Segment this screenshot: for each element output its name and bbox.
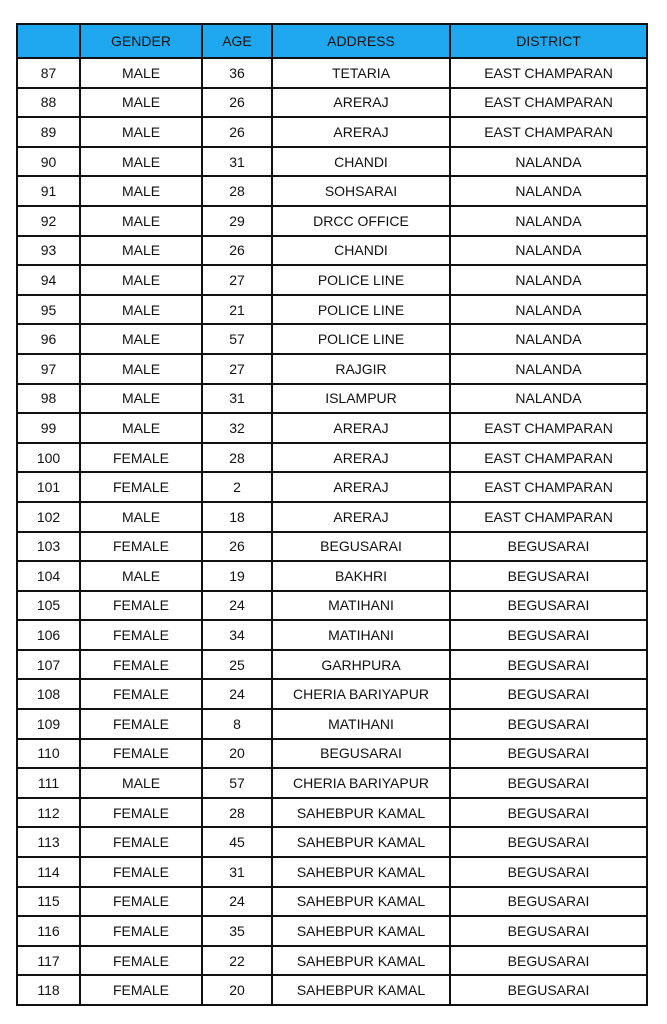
- table-row: [17, 532, 647, 562]
- table-row: [17, 650, 647, 680]
- cell-address: POLICE LINE: [272, 324, 450, 354]
- cell-address: SAHEBPUR KAMAL: [272, 946, 450, 976]
- cell-address: CHANDI: [272, 147, 450, 177]
- cell-serial: 113: [17, 827, 80, 857]
- cell-district: NALANDA: [450, 147, 647, 177]
- cell-age: 25: [202, 650, 272, 680]
- table-row: [17, 857, 647, 887]
- table-row: [17, 798, 647, 828]
- table-row: [17, 324, 647, 354]
- header-address: ADDRESS: [272, 24, 450, 58]
- cell-district: BEGUSARAI: [450, 887, 647, 917]
- cell-district: NALANDA: [450, 324, 647, 354]
- table-row: [17, 946, 647, 976]
- cell-address: SAHEBPUR KAMAL: [272, 827, 450, 857]
- cell-address: TETARIA: [272, 58, 450, 88]
- cell-gender: MALE: [80, 384, 202, 414]
- table-row: [17, 147, 647, 177]
- cell-district: BEGUSARAI: [450, 532, 647, 562]
- table-row: [17, 620, 647, 650]
- cell-district: EAST CHAMPARAN: [450, 413, 647, 443]
- cell-gender: MALE: [80, 88, 202, 118]
- header-gender: GENDER: [80, 24, 202, 58]
- cell-gender: MALE: [80, 265, 202, 295]
- cell-gender: FEMALE: [80, 620, 202, 650]
- table-row: [17, 384, 647, 414]
- cell-gender: MALE: [80, 768, 202, 798]
- cell-age: 20: [202, 975, 272, 1005]
- cell-gender: FEMALE: [80, 650, 202, 680]
- cell-serial: 101: [17, 472, 80, 502]
- cell-district: EAST CHAMPARAN: [450, 502, 647, 532]
- table-container: [16, 23, 646, 1006]
- cell-address: POLICE LINE: [272, 295, 450, 325]
- cell-gender: FEMALE: [80, 975, 202, 1005]
- cell-gender: FEMALE: [80, 798, 202, 828]
- table-row: [17, 58, 647, 88]
- cell-district: NALANDA: [450, 354, 647, 384]
- header-age: AGE: [202, 24, 272, 58]
- cell-serial: 107: [17, 650, 80, 680]
- cell-serial: 94: [17, 265, 80, 295]
- cell-age: 22: [202, 946, 272, 976]
- cell-serial: 98: [17, 384, 80, 414]
- cell-serial: 104: [17, 561, 80, 591]
- cell-district: BEGUSARAI: [450, 946, 647, 976]
- cell-district: NALANDA: [450, 295, 647, 325]
- cell-address: ARERAJ: [272, 443, 450, 473]
- cell-age: 26: [202, 117, 272, 147]
- cell-district: BEGUSARAI: [450, 561, 647, 591]
- cell-address: BEGUSARAI: [272, 739, 450, 769]
- cell-address: GARHPURA: [272, 650, 450, 680]
- cell-serial: 103: [17, 532, 80, 562]
- cell-serial: 111: [17, 768, 80, 798]
- cell-district: BEGUSARAI: [450, 709, 647, 739]
- cell-gender: MALE: [80, 206, 202, 236]
- table-row: [17, 176, 647, 206]
- table-row: [17, 561, 647, 591]
- cell-gender: MALE: [80, 117, 202, 147]
- cell-age: 19: [202, 561, 272, 591]
- cell-age: 27: [202, 265, 272, 295]
- cell-address: ARERAJ: [272, 88, 450, 118]
- table-row: [17, 236, 647, 266]
- cell-age: 26: [202, 88, 272, 118]
- cell-age: 2: [202, 472, 272, 502]
- cell-district: NALANDA: [450, 176, 647, 206]
- cell-address: SAHEBPUR KAMAL: [272, 798, 450, 828]
- cell-gender: MALE: [80, 413, 202, 443]
- table-row: [17, 354, 647, 384]
- cell-district: BEGUSARAI: [450, 857, 647, 887]
- cell-age: 35: [202, 916, 272, 946]
- cell-address: SOHSARAI: [272, 176, 450, 206]
- cell-address: MATIHANI: [272, 709, 450, 739]
- cell-district: BEGUSARAI: [450, 798, 647, 828]
- table-row: [17, 206, 647, 236]
- cell-age: 31: [202, 147, 272, 177]
- header-row: [17, 24, 647, 58]
- cell-age: 26: [202, 532, 272, 562]
- cell-serial: 99: [17, 413, 80, 443]
- table-row: [17, 591, 647, 621]
- cell-serial: 114: [17, 857, 80, 887]
- cell-address: SAHEBPUR KAMAL: [272, 887, 450, 917]
- table-row: [17, 413, 647, 443]
- cell-district: EAST CHAMPARAN: [450, 472, 647, 502]
- cell-address: ARERAJ: [272, 117, 450, 147]
- cell-address: SAHEBPUR KAMAL: [272, 916, 450, 946]
- cell-address: MATIHANI: [272, 620, 450, 650]
- cell-address: ARERAJ: [272, 502, 450, 532]
- cell-age: 20: [202, 739, 272, 769]
- cell-age: 26: [202, 236, 272, 266]
- cell-gender: MALE: [80, 58, 202, 88]
- cell-serial: 92: [17, 206, 80, 236]
- cell-age: 45: [202, 827, 272, 857]
- cell-gender: FEMALE: [80, 857, 202, 887]
- cell-gender: FEMALE: [80, 739, 202, 769]
- cell-gender: FEMALE: [80, 709, 202, 739]
- cell-serial: 102: [17, 502, 80, 532]
- cell-district: BEGUSARAI: [450, 916, 647, 946]
- cell-serial: 89: [17, 117, 80, 147]
- table-row: [17, 117, 647, 147]
- cell-age: 28: [202, 443, 272, 473]
- table-body: [17, 58, 647, 1005]
- patient-table: [16, 23, 648, 1006]
- table-row: [17, 916, 647, 946]
- cell-serial: 105: [17, 591, 80, 621]
- cell-district: BEGUSARAI: [450, 827, 647, 857]
- cell-age: 28: [202, 798, 272, 828]
- table-row: [17, 827, 647, 857]
- cell-serial: 106: [17, 620, 80, 650]
- cell-gender: MALE: [80, 354, 202, 384]
- cell-gender: FEMALE: [80, 591, 202, 621]
- cell-age: 18: [202, 502, 272, 532]
- cell-district: EAST CHAMPARAN: [450, 58, 647, 88]
- cell-gender: MALE: [80, 236, 202, 266]
- cell-age: 32: [202, 413, 272, 443]
- cell-gender: MALE: [80, 502, 202, 532]
- cell-district: BEGUSARAI: [450, 739, 647, 769]
- cell-address: SAHEBPUR KAMAL: [272, 975, 450, 1005]
- table-row: [17, 709, 647, 739]
- header-serial: [17, 24, 80, 58]
- cell-age: 24: [202, 887, 272, 917]
- cell-district: NALANDA: [450, 236, 647, 266]
- cell-age: 34: [202, 620, 272, 650]
- cell-serial: 96: [17, 324, 80, 354]
- cell-age: 21: [202, 295, 272, 325]
- table-row: [17, 887, 647, 917]
- cell-gender: MALE: [80, 295, 202, 325]
- cell-district: NALANDA: [450, 265, 647, 295]
- cell-district: BEGUSARAI: [450, 620, 647, 650]
- table-row: [17, 679, 647, 709]
- cell-district: BEGUSARAI: [450, 768, 647, 798]
- cell-address: ARERAJ: [272, 413, 450, 443]
- table-row: [17, 768, 647, 798]
- cell-serial: 110: [17, 739, 80, 769]
- table-row: [17, 975, 647, 1005]
- cell-gender: FEMALE: [80, 443, 202, 473]
- cell-gender: MALE: [80, 176, 202, 206]
- cell-address: BAKHRI: [272, 561, 450, 591]
- cell-serial: 108: [17, 679, 80, 709]
- cell-serial: 115: [17, 887, 80, 917]
- cell-address: POLICE LINE: [272, 265, 450, 295]
- cell-address: DRCC OFFICE: [272, 206, 450, 236]
- header-district: DISTRICT: [450, 24, 647, 58]
- cell-address: ARERAJ: [272, 472, 450, 502]
- cell-serial: 93: [17, 236, 80, 266]
- cell-serial: 112: [17, 798, 80, 828]
- cell-serial: 88: [17, 88, 80, 118]
- cell-address: MATIHANI: [272, 591, 450, 621]
- cell-district: BEGUSARAI: [450, 591, 647, 621]
- cell-age: 31: [202, 857, 272, 887]
- cell-serial: 118: [17, 975, 80, 1005]
- cell-gender: MALE: [80, 147, 202, 177]
- cell-serial: 91: [17, 176, 80, 206]
- cell-serial: 90: [17, 147, 80, 177]
- cell-serial: 109: [17, 709, 80, 739]
- cell-district: EAST CHAMPARAN: [450, 88, 647, 118]
- cell-age: 27: [202, 354, 272, 384]
- cell-address: CHERIA BARIYAPUR: [272, 768, 450, 798]
- cell-address: ISLAMPUR: [272, 384, 450, 414]
- cell-age: 31: [202, 384, 272, 414]
- cell-gender: FEMALE: [80, 916, 202, 946]
- table-row: [17, 88, 647, 118]
- cell-address: SAHEBPUR KAMAL: [272, 857, 450, 887]
- cell-serial: 117: [17, 946, 80, 976]
- cell-address: BEGUSARAI: [272, 532, 450, 562]
- cell-serial: 95: [17, 295, 80, 325]
- cell-district: NALANDA: [450, 206, 647, 236]
- cell-gender: FEMALE: [80, 472, 202, 502]
- cell-gender: FEMALE: [80, 827, 202, 857]
- cell-serial: 116: [17, 916, 80, 946]
- cell-address: RAJGIR: [272, 354, 450, 384]
- cell-age: 57: [202, 768, 272, 798]
- cell-age: 24: [202, 591, 272, 621]
- cell-district: EAST CHAMPARAN: [450, 117, 647, 147]
- cell-serial: 87: [17, 58, 80, 88]
- cell-district: BEGUSARAI: [450, 679, 647, 709]
- cell-age: 57: [202, 324, 272, 354]
- table-row: [17, 502, 647, 532]
- cell-serial: 97: [17, 354, 80, 384]
- cell-age: 29: [202, 206, 272, 236]
- cell-address: CHANDI: [272, 236, 450, 266]
- cell-address: CHERIA BARIYAPUR: [272, 679, 450, 709]
- cell-gender: FEMALE: [80, 887, 202, 917]
- table-row: [17, 265, 647, 295]
- cell-age: 36: [202, 58, 272, 88]
- table-row: [17, 295, 647, 325]
- table-row: [17, 443, 647, 473]
- cell-gender: MALE: [80, 324, 202, 354]
- table-row: [17, 472, 647, 502]
- cell-gender: FEMALE: [80, 532, 202, 562]
- cell-gender: FEMALE: [80, 679, 202, 709]
- cell-district: NALANDA: [450, 384, 647, 414]
- table-header: [17, 24, 647, 58]
- cell-age: 8: [202, 709, 272, 739]
- cell-serial: 100: [17, 443, 80, 473]
- cell-gender: FEMALE: [80, 946, 202, 976]
- table-row: [17, 739, 647, 769]
- cell-age: 28: [202, 176, 272, 206]
- cell-age: 24: [202, 679, 272, 709]
- cell-district: BEGUSARAI: [450, 650, 647, 680]
- cell-district: BEGUSARAI: [450, 975, 647, 1005]
- cell-district: EAST CHAMPARAN: [450, 443, 647, 473]
- cell-gender: MALE: [80, 561, 202, 591]
